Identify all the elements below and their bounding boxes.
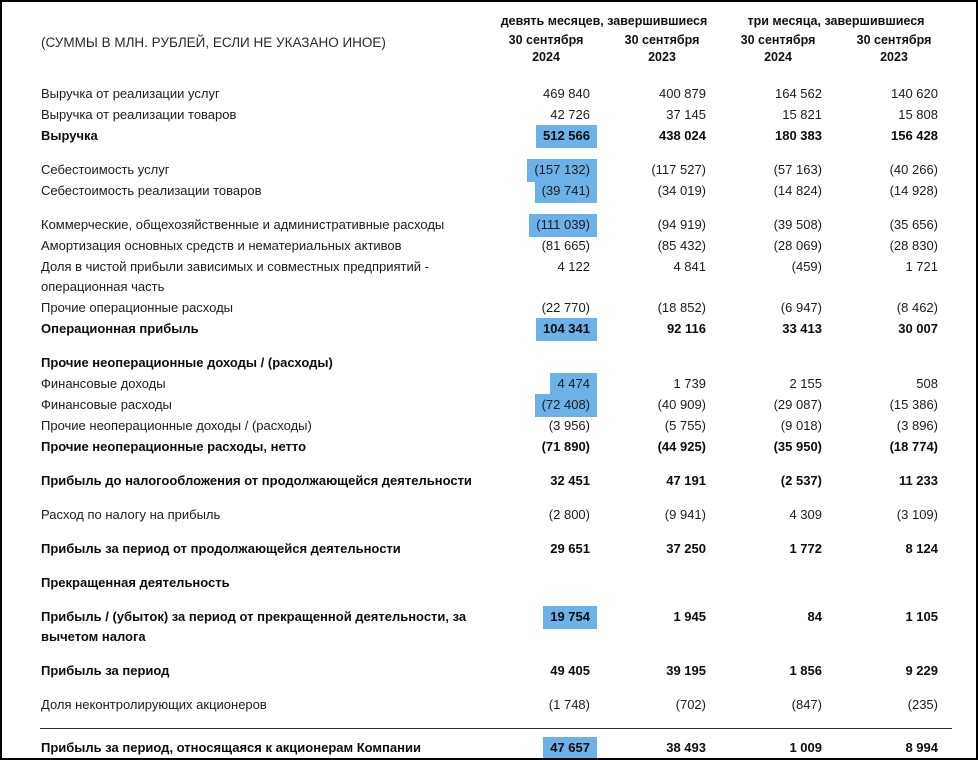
row-label: Амортизация основных средств и нематериальных активов	[41, 237, 402, 253]
value: (117 527)	[651, 161, 706, 177]
cell-value	[488, 126, 604, 147]
cell-value	[720, 573, 836, 594]
value: (3 109)	[896, 506, 938, 522]
cell-value	[488, 105, 604, 126]
cell-value	[836, 471, 952, 492]
cell-value	[488, 160, 604, 181]
income-statement-table	[40, 14, 952, 759]
cell-value	[836, 236, 952, 257]
cell-value	[836, 573, 952, 594]
spacer-row	[40, 526, 952, 539]
value: 33 413	[782, 320, 822, 336]
cell-value	[488, 729, 604, 760]
cell-value	[604, 437, 720, 458]
cell-value	[836, 353, 952, 374]
spacer-row	[40, 492, 952, 505]
cell-value	[836, 661, 952, 682]
cell-value	[488, 607, 604, 648]
cell-value	[836, 505, 952, 526]
highlighted-value: (72 408)	[535, 394, 597, 417]
cell-value	[720, 126, 836, 147]
cell-value	[836, 695, 952, 716]
row-label: Прибыль за период, относящаяся к акционерам Компании	[40, 729, 488, 760]
cell-value	[720, 236, 836, 257]
row-label: Себестоимость реализации товаров	[41, 182, 262, 198]
value: 30 007	[898, 320, 938, 336]
table-row	[40, 181, 952, 202]
cell-value	[720, 661, 836, 682]
value: (18 774)	[889, 438, 938, 454]
value: 84	[807, 608, 822, 624]
spacer-cell	[40, 147, 952, 160]
value: 9 229	[905, 662, 938, 678]
value: 39 195	[666, 662, 706, 678]
table-row	[40, 607, 952, 648]
cell-value	[836, 539, 952, 560]
cell-value	[488, 395, 604, 416]
value: 8 124	[905, 540, 938, 556]
value: 140 620	[891, 85, 938, 101]
value: (847)	[791, 696, 822, 712]
table-row	[40, 661, 952, 682]
row-label: Выручка от реализации товаров	[41, 106, 237, 122]
highlighted-value: 19 754	[543, 606, 597, 629]
cell-value	[488, 695, 604, 716]
cell-value	[604, 84, 720, 105]
cell-value	[836, 298, 952, 319]
value: 1 009	[789, 740, 822, 756]
table-body	[40, 84, 952, 760]
value: 164 562	[775, 85, 822, 101]
cell-value	[720, 353, 836, 374]
value: 1 772	[789, 540, 822, 556]
value: 400 879	[659, 85, 706, 101]
cell-value	[488, 298, 604, 319]
cell-value	[836, 105, 952, 126]
units-note: (СУММЫ В МЛН. РУБЛЕЙ, ЕСЛИ НЕ УКАЗАНО ИНОЕ)	[41, 34, 386, 50]
cell-value	[604, 319, 720, 340]
year-line: 2024	[532, 49, 560, 64]
spacer-cell	[40, 458, 952, 471]
value: (39 508)	[773, 216, 822, 232]
row-label: Прибыль за период от продолжающейся деятельности	[41, 540, 401, 556]
spacer-cell	[40, 492, 952, 505]
spacer-row	[40, 682, 952, 695]
value: 1 105	[905, 608, 938, 624]
value: 156 428	[891, 127, 938, 143]
column-header-9m-2023	[604, 30, 720, 84]
cell-value	[488, 539, 604, 560]
highlighted-value: 47 657	[543, 737, 597, 760]
value: (22 770)	[541, 299, 590, 315]
value: 1 945	[673, 608, 706, 624]
year-line: 2023	[880, 49, 908, 64]
value: (14 928)	[889, 182, 938, 198]
row-label: Прибыль до налогообложения от продолжающейся деятельности	[41, 472, 472, 488]
column-header-3m-2024	[720, 30, 836, 84]
cell-value	[836, 215, 952, 236]
cell-value	[604, 607, 720, 648]
cell-value	[604, 729, 720, 760]
value: (2 800)	[548, 506, 590, 522]
column-header-3m-2023	[836, 30, 952, 84]
table-row	[40, 729, 952, 760]
spacer-row	[40, 202, 952, 215]
value: (15 386)	[889, 396, 938, 412]
cell-value	[720, 729, 836, 760]
value: 4 841	[673, 258, 706, 274]
cell-value	[488, 573, 604, 594]
spacer-cell	[40, 340, 952, 353]
value: 29 651	[550, 540, 590, 556]
value: 2 155	[789, 375, 822, 391]
cell-value	[488, 416, 604, 437]
cell-value	[604, 539, 720, 560]
cell-value	[720, 105, 836, 126]
cell-value	[604, 374, 720, 395]
row-label: Прекращенная деятельность	[41, 574, 230, 590]
cell-value	[836, 126, 952, 147]
highlighted-value: (39 741)	[535, 180, 597, 203]
cell-value	[836, 607, 952, 648]
table-row	[40, 160, 952, 181]
value: (1 748)	[548, 696, 590, 712]
date-line: 30 сентября	[624, 33, 700, 47]
cell-value	[836, 319, 952, 340]
cell-value	[488, 374, 604, 395]
table-row	[40, 539, 952, 560]
cell-value	[604, 395, 720, 416]
table-row	[40, 236, 952, 257]
spacer-row	[40, 560, 952, 573]
row-label: Операционная прибыль	[41, 320, 199, 336]
cell-value	[488, 471, 604, 492]
value: 11 233	[898, 472, 938, 488]
year-line: 2024	[764, 49, 792, 64]
table-row	[40, 437, 952, 458]
row-label: Доля в чистой прибыли зависимых и совместных предприятий - операционная часть	[41, 258, 429, 294]
value: (34 019)	[657, 182, 706, 198]
row-label: Коммерческие, общехозяйственные и административные расходы	[41, 216, 445, 232]
table-row	[40, 319, 952, 340]
cell-value	[836, 416, 952, 437]
cell-value	[720, 395, 836, 416]
column-header-9m-2024	[488, 30, 604, 84]
cell-value	[836, 160, 952, 181]
date-line: 30 сентября	[508, 33, 584, 47]
value: 15 808	[898, 106, 938, 122]
cell-value	[488, 319, 604, 340]
spacer-row	[40, 648, 952, 661]
cell-value	[488, 353, 604, 374]
value: (235)	[907, 696, 938, 712]
cell-value	[720, 319, 836, 340]
value: (29 087)	[773, 396, 822, 412]
cell-value	[720, 374, 836, 395]
header-group-row	[40, 14, 952, 30]
value: 42 726	[550, 106, 590, 122]
table-row	[40, 416, 952, 437]
value: (702)	[675, 696, 706, 712]
spacer-row	[40, 594, 952, 607]
row-label: Финансовые расходы	[41, 396, 172, 412]
cell-value	[488, 215, 604, 236]
cell-value	[720, 215, 836, 236]
highlighted-value: 4 474	[550, 373, 597, 396]
value: 1 739	[673, 375, 706, 391]
value: (35 950)	[773, 438, 822, 454]
row-label: Прочие неоперационные доходы / (расходы)	[41, 417, 312, 433]
row-label: Прочие операционные расходы	[41, 299, 234, 315]
table-row	[40, 695, 952, 716]
cell-value	[604, 416, 720, 437]
cell-value	[488, 257, 604, 298]
cell-value	[720, 505, 836, 526]
value: 8 994	[905, 740, 938, 756]
table-row	[40, 573, 952, 594]
spacer-cell	[40, 716, 952, 729]
value: 32 451	[550, 472, 590, 488]
table-row	[40, 353, 952, 374]
cell-value	[604, 695, 720, 716]
cell-value	[488, 437, 604, 458]
cell-value	[604, 105, 720, 126]
value: 1 856	[789, 662, 822, 678]
row-label: Прочие неоперационные расходы, нетто	[41, 438, 307, 454]
spacer-cell	[40, 560, 952, 573]
cell-value	[720, 539, 836, 560]
spacer-cell	[40, 594, 952, 607]
value: 508	[916, 375, 938, 391]
value: 38 493	[666, 740, 706, 756]
spacer-cell	[40, 202, 952, 215]
value: 180 383	[775, 127, 822, 143]
table-row	[40, 471, 952, 492]
value: (94 919)	[657, 216, 706, 232]
spacer-row	[40, 340, 952, 353]
table-row	[40, 84, 952, 105]
value: (57 163)	[773, 161, 822, 177]
table-row	[40, 505, 952, 526]
value: (28 830)	[889, 237, 938, 253]
value: (81 665)	[541, 237, 590, 253]
value: (71 890)	[541, 438, 590, 454]
value: (459)	[791, 258, 822, 274]
value: 92 116	[666, 320, 706, 336]
table-row	[40, 374, 952, 395]
value: 15 821	[782, 106, 822, 122]
row-label: Себестоимость услуг	[41, 161, 170, 177]
value: 1 721	[905, 258, 938, 274]
highlighted-value: (111 039)	[529, 214, 597, 237]
cell-value	[720, 160, 836, 181]
cell-value	[836, 395, 952, 416]
row-label: Выручка от реализации услуг	[41, 85, 220, 101]
spacer-row	[40, 458, 952, 471]
cell-value	[604, 505, 720, 526]
cell-value	[720, 695, 836, 716]
row-label: Выручка	[41, 127, 98, 143]
value: 37 145	[666, 106, 706, 122]
table-row	[40, 298, 952, 319]
year-line: 2023	[648, 49, 676, 64]
value: (9 018)	[780, 417, 822, 433]
cell-value	[720, 298, 836, 319]
cell-value	[720, 416, 836, 437]
table-row	[40, 126, 952, 147]
cell-value	[836, 181, 952, 202]
value: 4 309	[789, 506, 822, 522]
cell-value	[488, 84, 604, 105]
spacer-row	[40, 147, 952, 160]
row-label: Доля неконтролирующих акционеров	[41, 696, 267, 712]
cell-value	[604, 257, 720, 298]
table-row	[40, 105, 952, 126]
value: (14 824)	[773, 182, 822, 198]
row-label: Прибыль за период	[41, 662, 170, 678]
highlighted-value: 104 341	[536, 318, 597, 341]
value: 47 191	[666, 472, 706, 488]
value: (35 656)	[889, 216, 938, 232]
cell-value	[720, 84, 836, 105]
cell-value	[836, 84, 952, 105]
row-label: Расход по налогу на прибыль	[41, 506, 221, 522]
cell-value	[488, 505, 604, 526]
highlighted-value: 512 566	[536, 125, 597, 148]
cell-value	[836, 729, 952, 760]
value: (5 755)	[664, 417, 706, 433]
cell-value	[836, 374, 952, 395]
cell-value	[836, 437, 952, 458]
value: (28 069)	[773, 237, 822, 253]
spacer-cell	[40, 648, 952, 661]
value: (2 537)	[780, 472, 822, 488]
value: (85 432)	[657, 237, 706, 253]
cell-value	[488, 181, 604, 202]
cell-value	[604, 126, 720, 147]
cell-value	[836, 257, 952, 298]
cell-value	[488, 236, 604, 257]
highlighted-value: (157 132)	[527, 159, 597, 182]
row-label: Прочие неоперационные доходы / (расходы)	[41, 354, 333, 370]
row-label: Финансовые доходы	[41, 375, 166, 391]
value: (44 925)	[657, 438, 706, 454]
cell-value	[604, 298, 720, 319]
value: (3 956)	[548, 417, 590, 433]
cell-value	[604, 471, 720, 492]
cell-value	[720, 181, 836, 202]
cell-value	[720, 257, 836, 298]
row-label: Прибыль / (убыток) за период от прекращенной деятельности, за вычетом налога	[41, 608, 467, 644]
value: (8 462)	[896, 299, 938, 315]
spacer-row	[40, 716, 952, 729]
value: (40 266)	[889, 161, 938, 177]
value: 469 840	[543, 85, 590, 101]
table-row	[40, 257, 952, 298]
value: 49 405	[550, 662, 590, 678]
spacer-cell	[40, 526, 952, 539]
cell-value	[604, 661, 720, 682]
cell-value	[720, 437, 836, 458]
value: (6 947)	[780, 299, 822, 315]
table-row	[40, 395, 952, 416]
value: (40 909)	[657, 396, 706, 412]
cell-value	[604, 160, 720, 181]
value: 438 024	[659, 127, 706, 143]
cell-value	[720, 471, 836, 492]
cell-value	[488, 661, 604, 682]
cell-value	[604, 353, 720, 374]
cell-value	[604, 181, 720, 202]
cell-value	[604, 236, 720, 257]
date-line: 30 сентября	[740, 33, 816, 47]
value: 37 250	[666, 540, 706, 556]
value: (18 852)	[657, 299, 706, 315]
cell-value	[604, 215, 720, 236]
cell-value	[720, 607, 836, 648]
table-row	[40, 215, 952, 236]
cell-value	[604, 573, 720, 594]
date-line: 30 сентября	[856, 33, 932, 47]
column-group-nine-months: девять месяцев, завершившиеся	[500, 14, 708, 28]
value: 4 122	[557, 258, 590, 274]
value: (3 896)	[896, 417, 938, 433]
value: (9 941)	[664, 506, 706, 522]
spacer-cell	[40, 682, 952, 695]
column-group-three-months: три месяца, завершившиеся	[747, 14, 925, 28]
